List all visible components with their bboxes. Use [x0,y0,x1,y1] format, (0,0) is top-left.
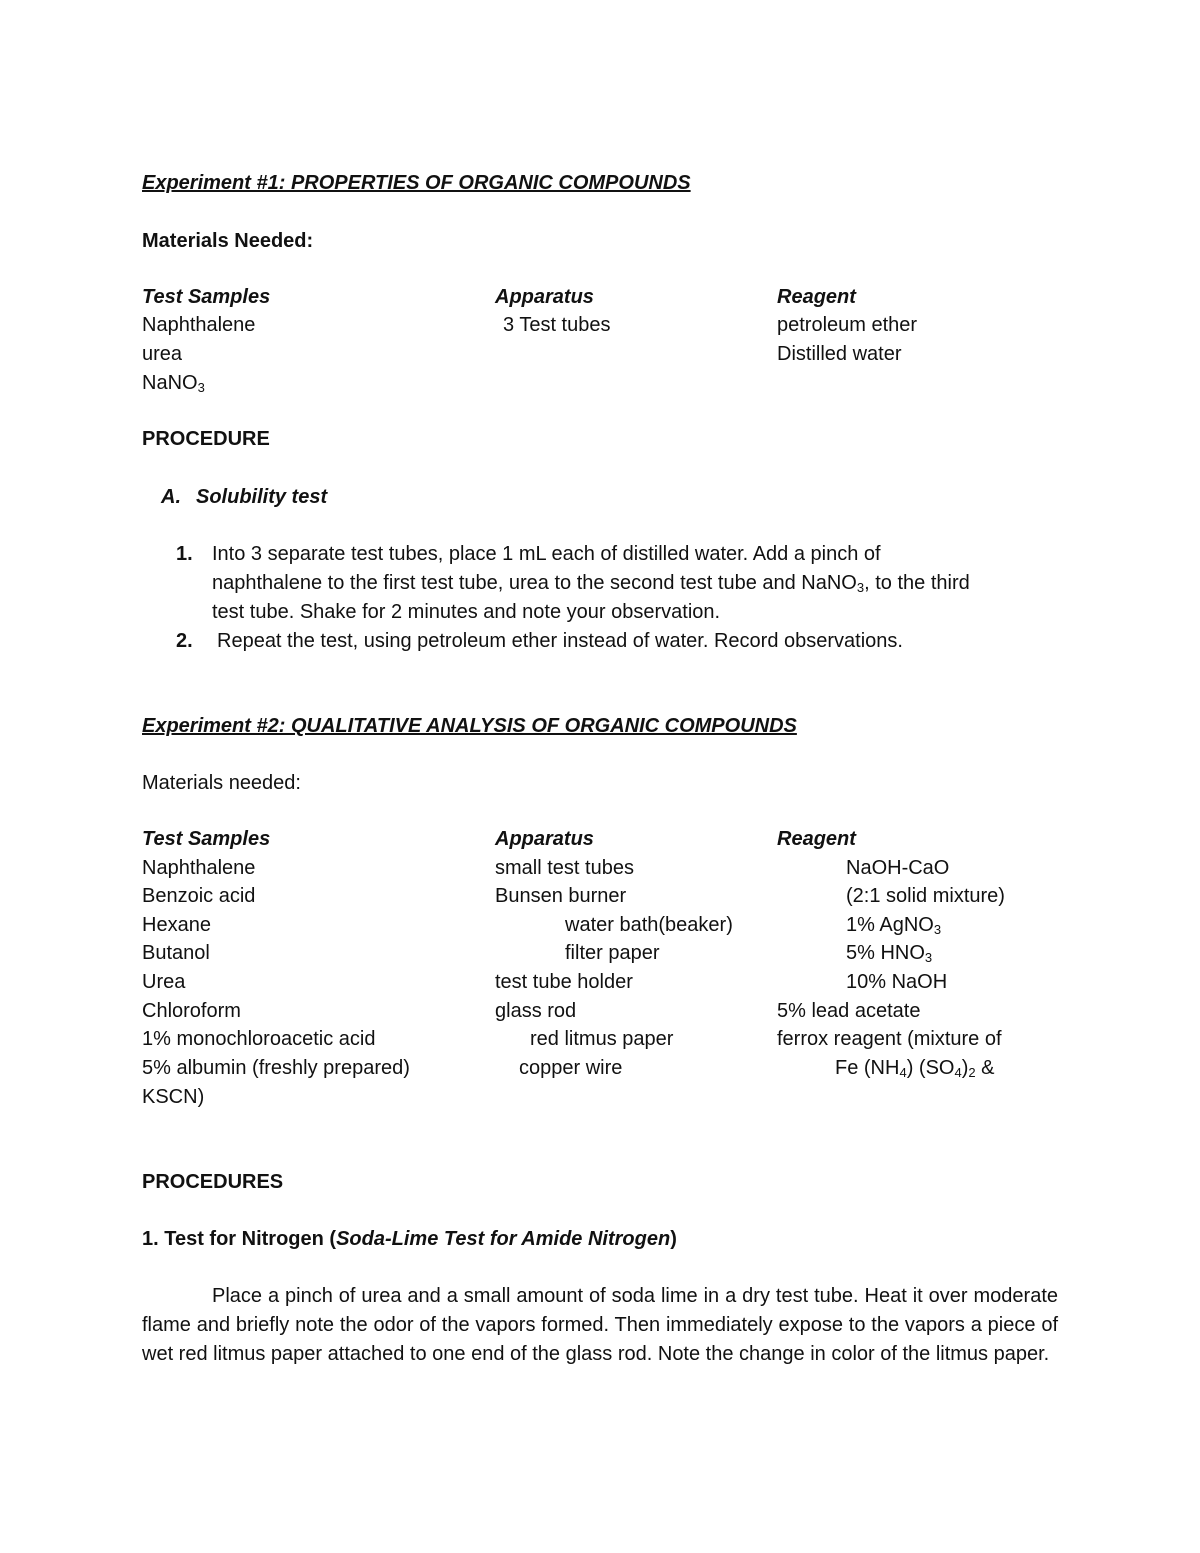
exp2-reagent-item [835,1056,995,1080]
subscript: 3 [197,380,205,395]
exp2-sample-item: Urea [142,971,186,993]
test1-suffix: ) [670,1228,677,1250]
exp1-title: Experiment #1: PROPERTIES OF ORGANIC COMPOUNDS [142,172,691,194]
chem-formula: NaNO [142,372,198,394]
step1-text: , to the third [864,572,970,594]
step1-text: naphthalene to the first test tube, urea to the second test tube and [212,572,802,594]
exp2-sample-item: 1% monochloroacetic acid [142,1028,376,1050]
exp2-sample-item: Hexane [142,914,211,936]
test1-prefix: 1. Test for Nitrogen ( [142,1228,337,1250]
exp2-title: Experiment #2: QUALITATIVE ANALYSIS OF ORGANIC COMPOUNDS [142,715,797,737]
chem-formula: NaNO [801,572,857,594]
exp2-reagent-item: (2:1 solid mixture) [846,885,1005,907]
step1-line: test tube. Shake for 2 minutes and note your observation. [212,601,721,623]
exp1-materials-heading: Materials Needed: [142,230,314,252]
test1-heading [142,1227,677,1251]
exp1-reagent-item: Distilled water [777,343,902,365]
exp2-sample-item: KSCN) [142,1086,205,1108]
exp2-materials-heading: Materials needed: [142,772,301,794]
chem-formula: ) [961,1057,969,1079]
subscript: 2 [968,1065,976,1080]
subscript: 3 [856,580,865,595]
exp2-reagent-item: ferrox reagent (mixture of [777,1028,1002,1050]
exp2-apparatus-item: red litmus paper [530,1028,674,1050]
exp1-col-header-apparatus: Apparatus [495,286,594,308]
exp1-sample-item [142,371,205,395]
step1-line [212,571,970,595]
subscript: 3 [924,950,933,965]
exp1-sample-item: urea [142,343,183,365]
step2-text: Repeat the test, using petroleum ether instead of water. Record observations. [217,630,903,652]
chem-formula: Fe (NH [835,1057,900,1079]
exp2-apparatus-item: filter paper [565,942,660,964]
exp2-apparatus-item: copper wire [519,1057,623,1079]
exp2-sample-item: Chloroform [142,1000,241,1022]
chem-formula: 5% HNO [846,942,925,964]
exp1-col-header-samples: Test Samples [142,286,271,308]
exp2-reagent-item [846,941,932,965]
exp1-sample-item: Naphthalene [142,314,256,336]
subscript: 3 [933,922,942,937]
exp2-sample-item: Butanol [142,942,210,964]
step1-line: Into 3 separate test tubes, place 1 mL each of distilled water. Add a pinch of [212,543,881,565]
exp2-apparatus-item: Bunsen burner [495,885,627,907]
exp2-sample-item: 5% albumin (freshly prepared) [142,1057,410,1079]
test1-paragraph: Place a pinch of urea and a small amount of soda lime in a dry test tube. Heat it over moderate flame and briefly note the odor of the vapors formed. Then immediately expose to the vapors a piece of wet red litmus paper attached to one end of the glass rod. Note the change in color of the litmus paper. [142,1285,1058,1365]
exp2-reagent-item [846,913,941,937]
exp2-apparatus-item: small test tubes [495,857,634,879]
chem-formula: ) (SO [906,1057,955,1079]
exp2-procedures-heading: PROCEDURES [142,1171,284,1193]
exp2-apparatus-item: water bath(beaker) [565,914,733,936]
step-number: 2. [176,630,193,652]
exp1-col-header-reagent: Reagent [777,286,856,308]
exp2-sample-item: Benzoic acid [142,885,256,907]
exp2-reagent-item: NaOH-CaO [846,857,950,879]
exp1-apparatus-item: 3 Test tubes [503,314,611,336]
exp2-apparatus-item: test tube holder [495,971,633,993]
exp2-col-header-reagent: Reagent [777,828,856,850]
exp1-procedure-heading: PROCEDURE [142,428,270,450]
exp2-reagent-item: 10% NaOH [846,971,948,993]
exp2-apparatus-item: glass rod [495,1000,577,1022]
step-number: 1. [176,543,193,565]
chem-formula: 1% AgNO [846,914,934,936]
exp2-col-header-apparatus: Apparatus [495,828,594,850]
section-a-marker: A. [161,486,181,508]
subscript: 4 [899,1065,907,1080]
exp2-sample-item: Naphthalene [142,857,256,879]
exp1-reagent-item: petroleum ether [777,314,918,336]
exp2-reagent-item: 5% lead acetate [777,1000,921,1022]
test1-italic: Soda-Lime Test for Amide Nitrogen [336,1228,671,1250]
chem-formula: & [975,1057,995,1079]
section-a-title: Solubility test [196,486,328,508]
exp2-col-header-samples: Test Samples [142,828,271,850]
subscript: 4 [954,1065,962,1080]
